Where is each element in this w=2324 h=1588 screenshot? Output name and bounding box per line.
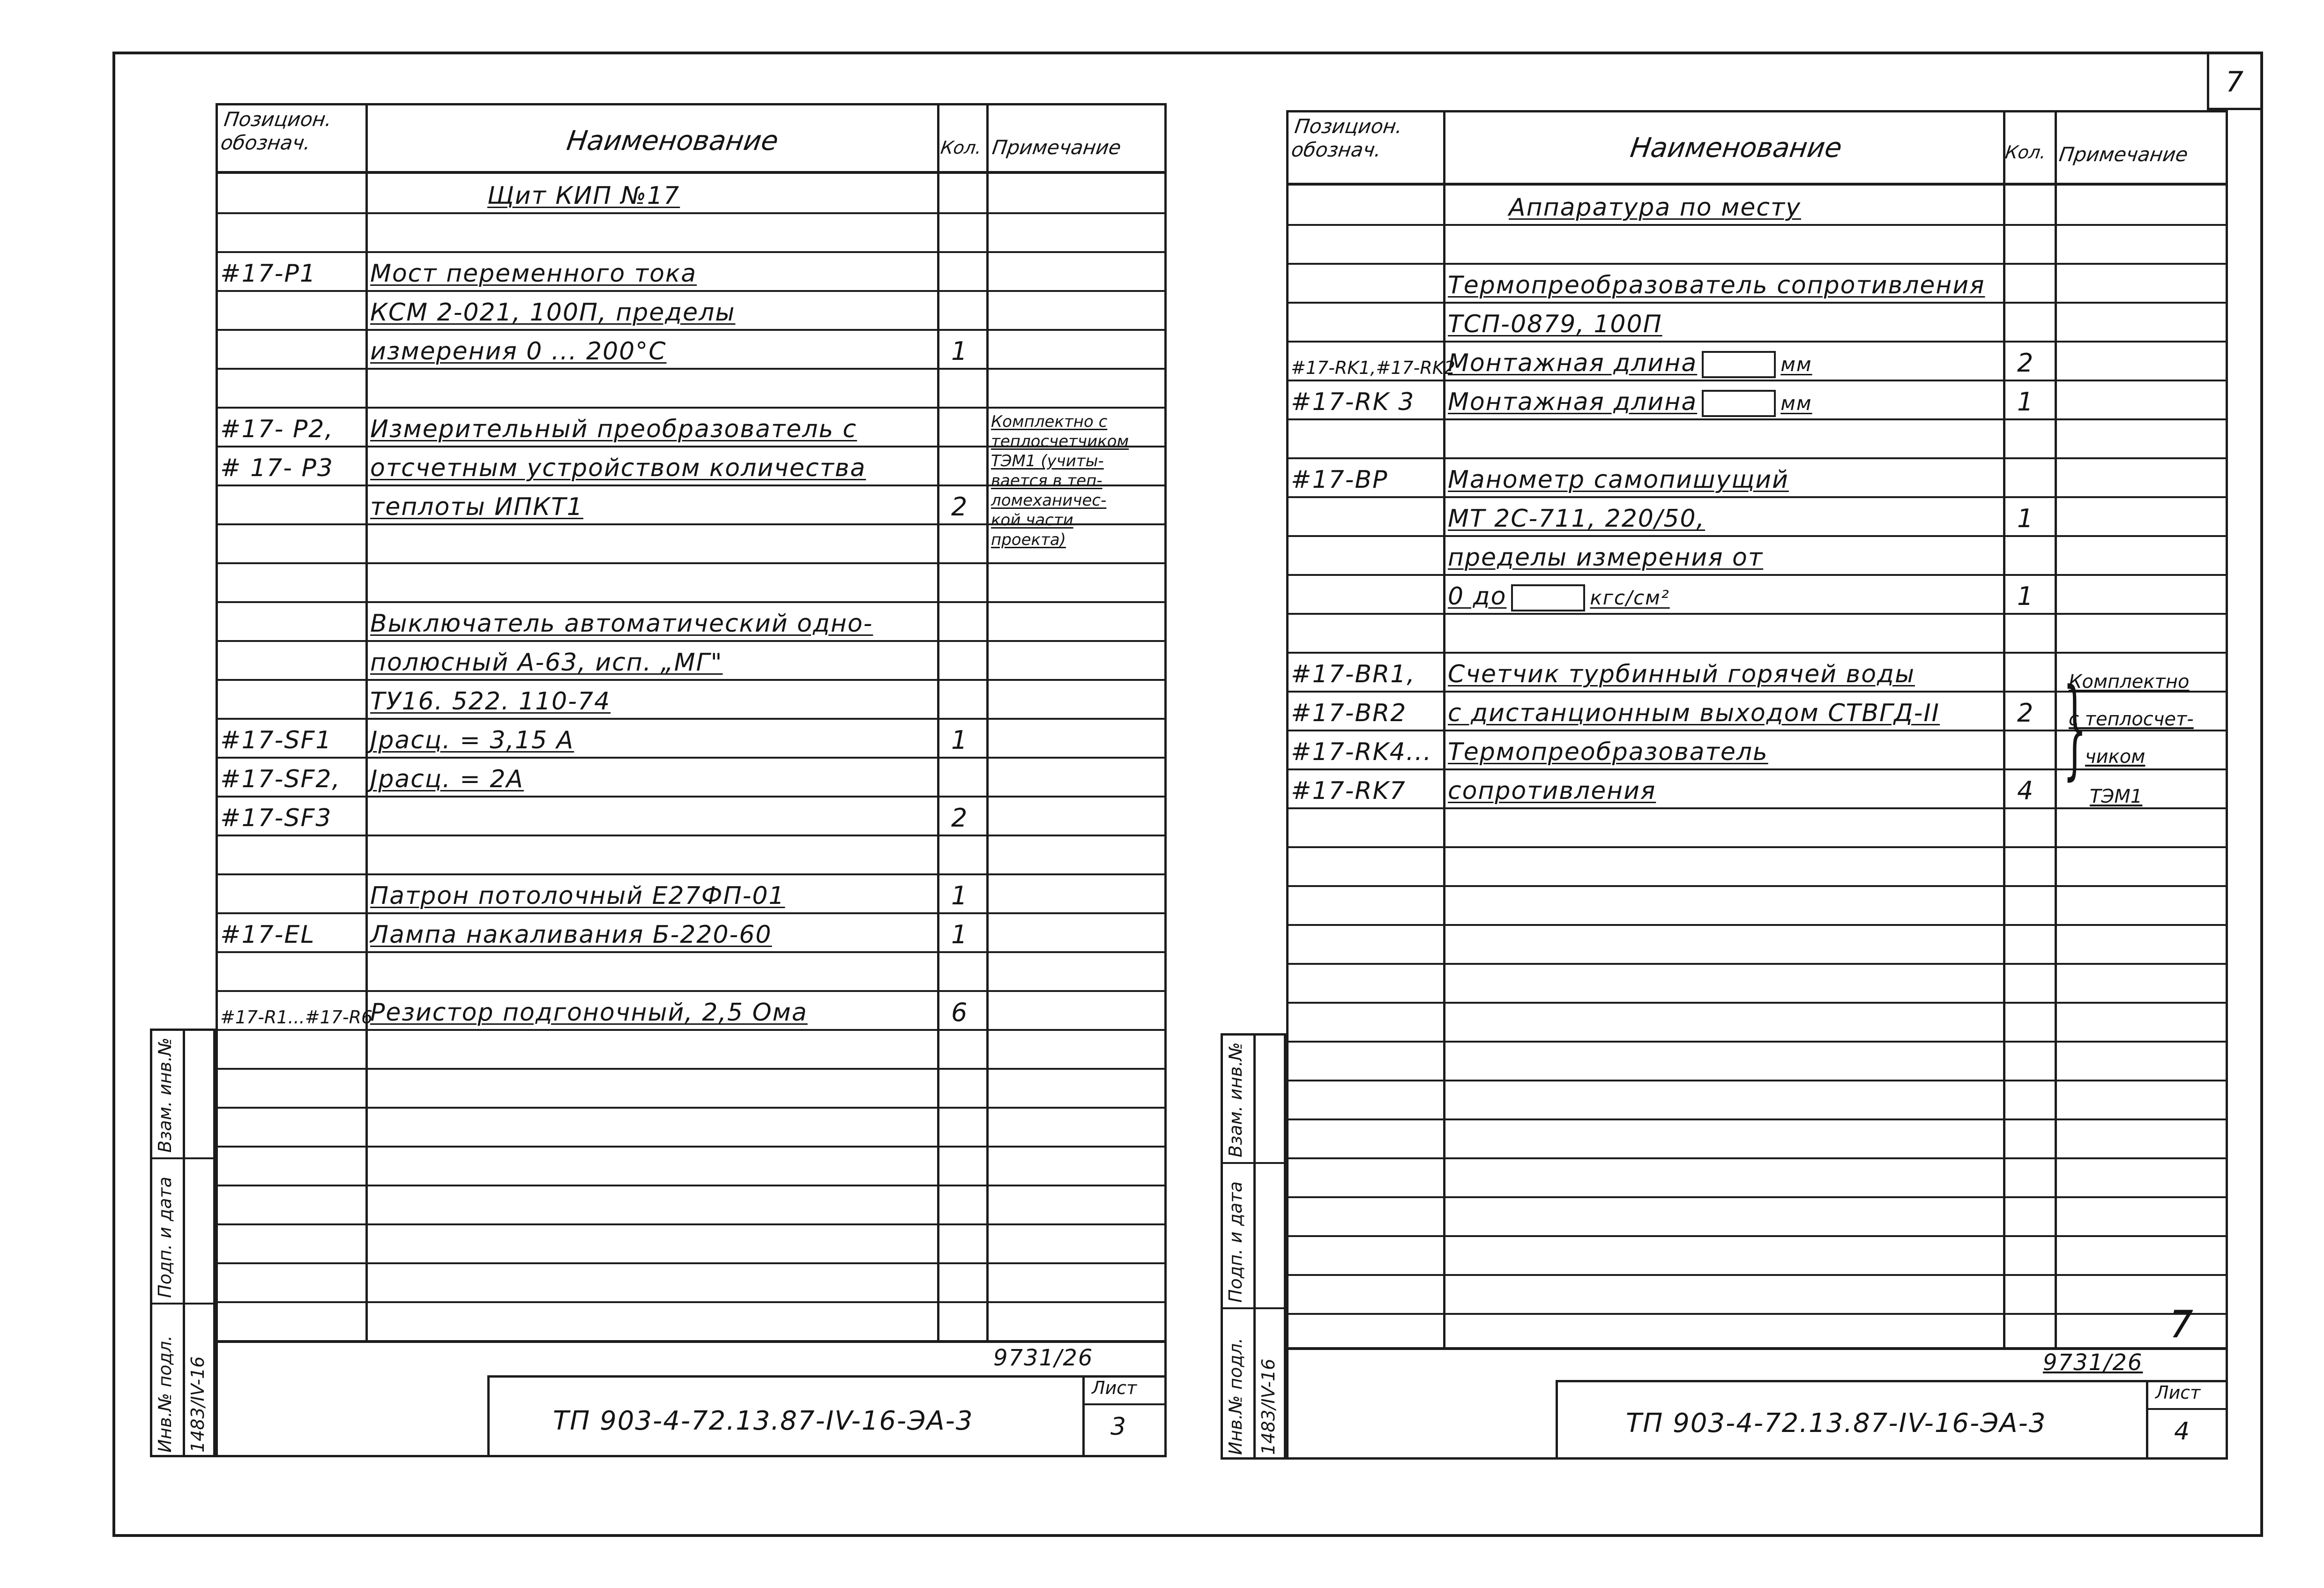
left-note-line: теплосчетчиком <box>991 432 1129 451</box>
right-row-name-text: Монтажная длина <box>1448 349 1698 377</box>
left-col-line-1 <box>365 103 368 1340</box>
page-number: 7 <box>2226 66 2244 98</box>
left-row-name-text: измерения 0 ... 200°С <box>370 337 667 365</box>
right-row-line <box>1286 1196 2228 1198</box>
left-row-qty: 1 <box>951 725 968 755</box>
right-row-line <box>1286 1313 2228 1315</box>
left-row-qty: 1 <box>951 336 968 366</box>
right-stamp-inv-value: 1483/IV-16 <box>1258 1358 1279 1455</box>
left-row-name-text: ТУ16. 522. 110-74 <box>370 687 611 716</box>
right-row-name-text: Монтажная длина <box>1448 388 1698 416</box>
right-stamp-signed: Подп. и дата <box>1225 1181 1246 1303</box>
left-row-name-text: Щит КИП №17 <box>487 182 680 210</box>
left-row-name-text: отсчетным устройством количества <box>370 454 866 482</box>
right-row-line <box>1286 613 2228 615</box>
left-row-position: #17- P2, <box>220 415 334 443</box>
right-col-line-2 <box>2003 110 2005 1347</box>
left-stamp-inv-value: 1483/IV-16 <box>187 1356 208 1453</box>
left-row-position: #17-SF3 <box>220 804 332 832</box>
right-row-line <box>1286 1080 2228 1081</box>
left-row-name-text: Резистор подгоночный, 2,5 Ома <box>370 999 808 1027</box>
right-stamp-inv: Инв.№ подл. <box>1225 1337 1246 1455</box>
left-row-line <box>216 912 1167 914</box>
right-row-name <box>1448 660 1915 688</box>
left-row-name-text: Измерительный преобразователь с <box>370 415 857 443</box>
right-title-split-h <box>2146 1408 2228 1410</box>
left-row-name-text: Јрасц. = 2А <box>370 765 524 793</box>
right-row-line <box>1286 807 2228 809</box>
left-stamp-line <box>150 1303 216 1305</box>
left-stamp-swap: Взам. инв.№ <box>155 1037 175 1153</box>
left-row-line <box>216 718 1167 720</box>
right-stamp-line <box>1221 1307 1286 1309</box>
left-row-qty: 1 <box>951 881 968 910</box>
left-row-name <box>370 726 574 754</box>
left-row-line <box>216 1223 1167 1225</box>
left-row-line <box>216 796 1167 798</box>
left-row-qty: 2 <box>951 492 968 522</box>
right-header-pos: Позицион. обознач. <box>1290 115 1404 161</box>
left-row-qty: 6 <box>951 998 968 1027</box>
right-row-line <box>1286 263 2228 265</box>
right-row-name-text: Аппаратура по месту <box>1509 194 1801 222</box>
right-row-qty: 1 <box>2017 387 2034 417</box>
right-col-line-3 <box>2055 110 2057 1347</box>
left-row-name-text: Мост переменного тока <box>370 260 697 288</box>
right-row-line <box>1286 963 2228 965</box>
right-row-line <box>1286 224 2228 226</box>
right-row-name <box>1448 349 1812 379</box>
right-stamp-swap: Взам. инв.№ <box>1225 1042 1246 1157</box>
right-blank-box <box>1702 351 1776 378</box>
right-note-line: Комплектно <box>2069 671 2190 693</box>
left-stamp-inv: Инв.№ подл. <box>155 1335 175 1453</box>
right-row-qty: 1 <box>2017 504 2034 533</box>
right-row-name <box>1448 388 1812 418</box>
right-row-name <box>1448 777 1656 805</box>
right-row-name <box>1448 505 1705 533</box>
right-row-position: #17-RK1,#17-RK2 <box>1291 358 1455 378</box>
right-sheet-label: Лист <box>2155 1382 2201 1403</box>
left-row-name <box>370 493 583 521</box>
left-row-position: #17-EL <box>220 921 315 949</box>
left-row-line <box>216 1301 1167 1303</box>
left-row-line <box>216 873 1167 875</box>
right-stamp-line <box>1221 1162 1286 1164</box>
right-row-name <box>1448 310 1662 338</box>
right-row-qty: 4 <box>2017 776 2034 805</box>
left-header-pos: Позицион. обознач. <box>219 108 334 154</box>
right-archive-no: 9731/26 <box>2043 1349 2143 1376</box>
right-row-name-text: с дистанционным выходом СТВГД-II <box>1448 699 1940 727</box>
left-row-position: #17-R1...#17-R6 <box>220 1007 373 1028</box>
left-row-line <box>216 251 1167 253</box>
right-row-position: #17-BR1, <box>1291 660 1415 688</box>
right-row-unit: мм <box>1780 392 1812 415</box>
left-stamp-split <box>183 1029 185 1457</box>
right-row-line <box>1286 1157 2228 1159</box>
right-row-name-text: Термопреобразователь сопротивления <box>1448 271 1985 299</box>
right-title-split <box>2146 1380 2148 1460</box>
left-row-name <box>370 454 866 482</box>
right-note-brace: } <box>2063 666 2087 791</box>
right-row-line <box>1286 885 2228 887</box>
right-blank-box <box>1511 584 1585 611</box>
left-col-line-2 <box>937 103 939 1340</box>
right-row-qty: 2 <box>2017 348 2034 378</box>
left-row-name-text: Патрон потолочный Е27ФП-01 <box>370 882 785 910</box>
right-row-line <box>1286 924 2228 926</box>
left-sheet-no: 3 <box>1110 1413 1126 1441</box>
left-note-line: ломеханичес- <box>991 491 1107 510</box>
left-row-name-text: Лампа накаливания Б-220-60 <box>370 921 772 949</box>
left-row-qty: 2 <box>951 803 968 833</box>
left-row-name <box>370 298 735 327</box>
right-row-position: #17-RK 3 <box>1291 388 1415 416</box>
right-row-name-text: сопротивления <box>1448 777 1656 805</box>
right-row-position: #17-BP <box>1291 466 1388 494</box>
left-row-line <box>216 990 1167 992</box>
left-row-line <box>216 1068 1167 1070</box>
left-row-line <box>216 212 1167 214</box>
right-sheet-no: 4 <box>2174 1417 2190 1446</box>
right-row-name-text: Манометр самопишущий <box>1448 466 1789 494</box>
right-row-line <box>1286 496 2228 498</box>
left-header-divider <box>216 171 1167 174</box>
left-title-split-h <box>1082 1403 1167 1405</box>
right-row-name <box>1448 466 1789 494</box>
left-row-position: #17-SF2, <box>220 765 341 793</box>
right-note-line: с теплосчет- <box>2069 708 2194 730</box>
right-row-line <box>1286 1274 2228 1276</box>
left-title-block-top <box>216 1340 1167 1343</box>
left-row-line <box>216 1185 1167 1186</box>
left-header-note: Примечание <box>991 136 1123 159</box>
right-row-line <box>1286 574 2228 576</box>
left-row-name <box>370 415 857 443</box>
left-row-name <box>370 649 723 677</box>
left-row-line <box>216 1107 1167 1109</box>
left-row-line <box>216 601 1167 603</box>
left-row-line <box>216 562 1167 564</box>
right-blank-box <box>1702 390 1776 417</box>
right-col-line-1 <box>1443 110 1445 1347</box>
left-row-name <box>487 182 680 210</box>
left-row-name <box>370 337 667 365</box>
left-row-line <box>216 640 1167 642</box>
left-row-line <box>216 1146 1167 1148</box>
left-col-line-3 <box>986 103 989 1340</box>
right-row-name <box>1509 194 1801 222</box>
right-row-name-text: Термопреобразователь <box>1448 738 1768 766</box>
left-row-line <box>216 290 1167 292</box>
right-stamp-split <box>1253 1033 1256 1460</box>
right-row-name-text: Счетчик турбинный горячей воды <box>1448 660 1915 688</box>
left-row-line <box>216 835 1167 836</box>
left-row-name <box>370 610 873 638</box>
left-row-position: #17-P1 <box>220 260 316 288</box>
right-row-unit: мм <box>1780 353 1812 376</box>
right-row-qty: 1 <box>2017 582 2034 611</box>
left-row-name-text: КСМ 2-021, 100П, пределы <box>370 298 736 327</box>
right-row-unit: кгс/см² <box>1590 586 1670 609</box>
right-row-name <box>1448 738 1768 766</box>
right-row-line <box>1286 846 2228 848</box>
left-row-name <box>370 882 785 910</box>
left-row-name <box>370 687 611 716</box>
left-note-line: Комплектно с <box>991 412 1108 431</box>
right-row-name <box>1448 582 1670 612</box>
left-row-qty: 1 <box>951 920 968 949</box>
right-row-name <box>1448 544 1763 572</box>
right-row-line <box>1286 1235 2228 1237</box>
right-row-name-text: пределы измерения от <box>1448 544 1764 572</box>
left-note-line: ТЭМ1 (учиты- <box>991 452 1104 470</box>
right-header-note: Примечание <box>2057 143 2190 166</box>
right-header-name: Наименование <box>1628 132 1844 164</box>
right-header-qty: Кол. <box>2004 142 2048 163</box>
right-row-line <box>1286 1041 2228 1043</box>
left-row-line <box>216 329 1167 331</box>
right-row-name-text: МТ 2С-711, 220/50, <box>1448 505 1706 533</box>
right-row-name <box>1448 699 1940 727</box>
left-row-name <box>370 765 524 793</box>
right-row-position: #17-RK4... <box>1291 738 1432 766</box>
left-row-position: # 17- P3 <box>220 454 334 482</box>
left-note-line: проекта) <box>991 530 1066 549</box>
right-row-line <box>1286 535 2228 537</box>
left-note-line: вается в теп- <box>991 471 1102 490</box>
left-row-name-text: Јрасц. = 3,15 А <box>370 726 574 754</box>
right-row-qty: 2 <box>2017 698 2034 728</box>
left-header-qty: Кол. <box>939 137 983 158</box>
left-row-position: #17-SF1 <box>220 726 332 754</box>
left-row-name <box>370 260 697 288</box>
left-row-name <box>370 921 772 949</box>
right-row-position: #17-RK7 <box>1291 777 1406 805</box>
right-header-divider <box>1286 183 2228 186</box>
right-row-name-text: ТСП-0879, 100П <box>1448 310 1662 338</box>
left-row-line <box>216 757 1167 759</box>
right-row-name <box>1448 271 1985 299</box>
left-row-name-text: полюсный А-63, исп. „МГ" <box>370 649 723 677</box>
left-note-line: кой части <box>991 511 1073 529</box>
right-row-line <box>1286 652 2228 654</box>
left-row-line <box>216 679 1167 681</box>
left-archive-no: 9731/26 <box>993 1345 1094 1371</box>
right-row-line <box>1286 1002 2228 1004</box>
right-row-line <box>1286 302 2228 304</box>
right-doc-code: ТП 903-4-72.13.87-IV-16-ЭА-3 <box>1626 1408 2047 1439</box>
right-row-line <box>1286 457 2228 459</box>
left-row-name-text: Выключатель автоматический одно- <box>370 610 873 638</box>
left-row-name-text: теплоты ИПКТ1 <box>370 493 583 521</box>
left-header-name: Наименование <box>565 125 781 157</box>
right-row-position: #17-BR2 <box>1291 699 1407 727</box>
left-row-line <box>216 1262 1167 1264</box>
left-row-line <box>216 368 1167 370</box>
left-stamp-signed: Подп. и дата <box>155 1177 175 1298</box>
left-stamp-line <box>150 1157 216 1159</box>
left-row-line <box>216 951 1167 953</box>
right-note-line: чиком <box>2085 746 2145 768</box>
right-note-line: ТЭМ1 <box>2090 786 2143 807</box>
left-doc-code: ТП 903-4-72.13.87-IV-16-ЭА-3 <box>553 1406 974 1436</box>
left-row-name <box>370 999 808 1027</box>
right-row-line <box>1286 418 2228 420</box>
right-corner-mark: 7 <box>2169 1303 2194 1346</box>
left-title-split <box>1082 1375 1085 1457</box>
left-sheet-label: Лист <box>1092 1378 1137 1398</box>
left-row-line <box>216 407 1167 409</box>
right-row-line <box>1286 1118 2228 1120</box>
right-row-name-text: 0 до <box>1448 582 1507 611</box>
right-row-line <box>1286 341 2228 343</box>
